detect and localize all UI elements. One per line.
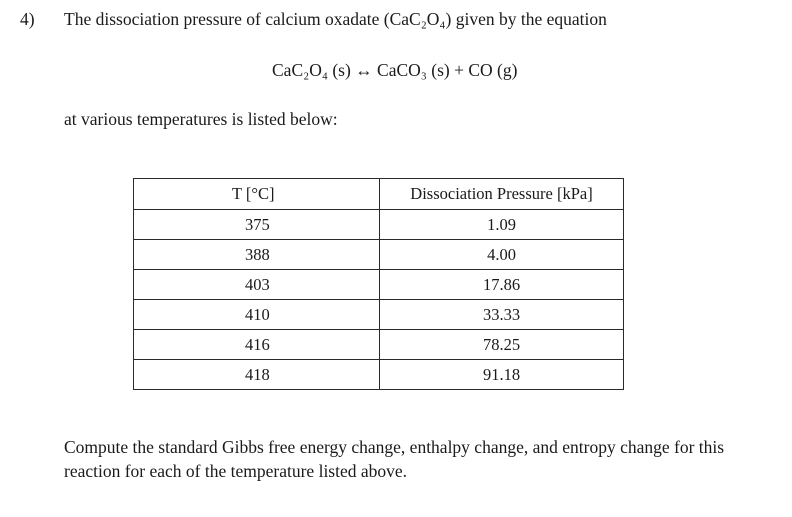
pressure-cell: 91.18 xyxy=(380,360,624,390)
table-row xyxy=(134,300,624,330)
problem-task: Compute the standard Gibbs free energy change, enthalpy change, and entropy change for this reaction for each of the temperature listed above. xyxy=(64,437,725,481)
pressure-cell: 1.09 xyxy=(380,210,624,240)
reaction-equation: CaC₂O₄ (s) ↔ CaCO₃ (s) + CO (g) xyxy=(272,60,518,80)
problem-intro: The dissociation pressure of calcium oxadate (CaC₂O₄) given by the equation xyxy=(64,9,607,29)
header-temperature: T [°C] xyxy=(134,179,380,210)
temperature-cell: 418 xyxy=(134,360,380,390)
dissociation-pressure-table xyxy=(133,178,624,390)
table-row xyxy=(134,240,624,270)
pressure-cell: 33.33 xyxy=(380,300,624,330)
table-row xyxy=(134,210,624,240)
table-row xyxy=(134,270,624,300)
temperature-cell: 416 xyxy=(134,330,380,360)
temperature-cell: 410 xyxy=(134,300,380,330)
question-number: 4) xyxy=(20,9,35,29)
temperature-cell: 375 xyxy=(134,210,380,240)
pressure-cell: 78.25 xyxy=(380,330,624,360)
temperature-cell: 403 xyxy=(134,270,380,300)
pressure-cell: 17.86 xyxy=(380,270,624,300)
table-row xyxy=(134,330,624,360)
header-pressure: Dissociation Pressure [kPa] xyxy=(380,179,624,210)
pressure-cell: 4.00 xyxy=(380,240,624,270)
temperature-cell: 388 xyxy=(134,240,380,270)
table-lead-text: at various temperatures is listed below: xyxy=(64,109,338,129)
table-row xyxy=(134,360,624,390)
table-header-row xyxy=(134,179,624,210)
